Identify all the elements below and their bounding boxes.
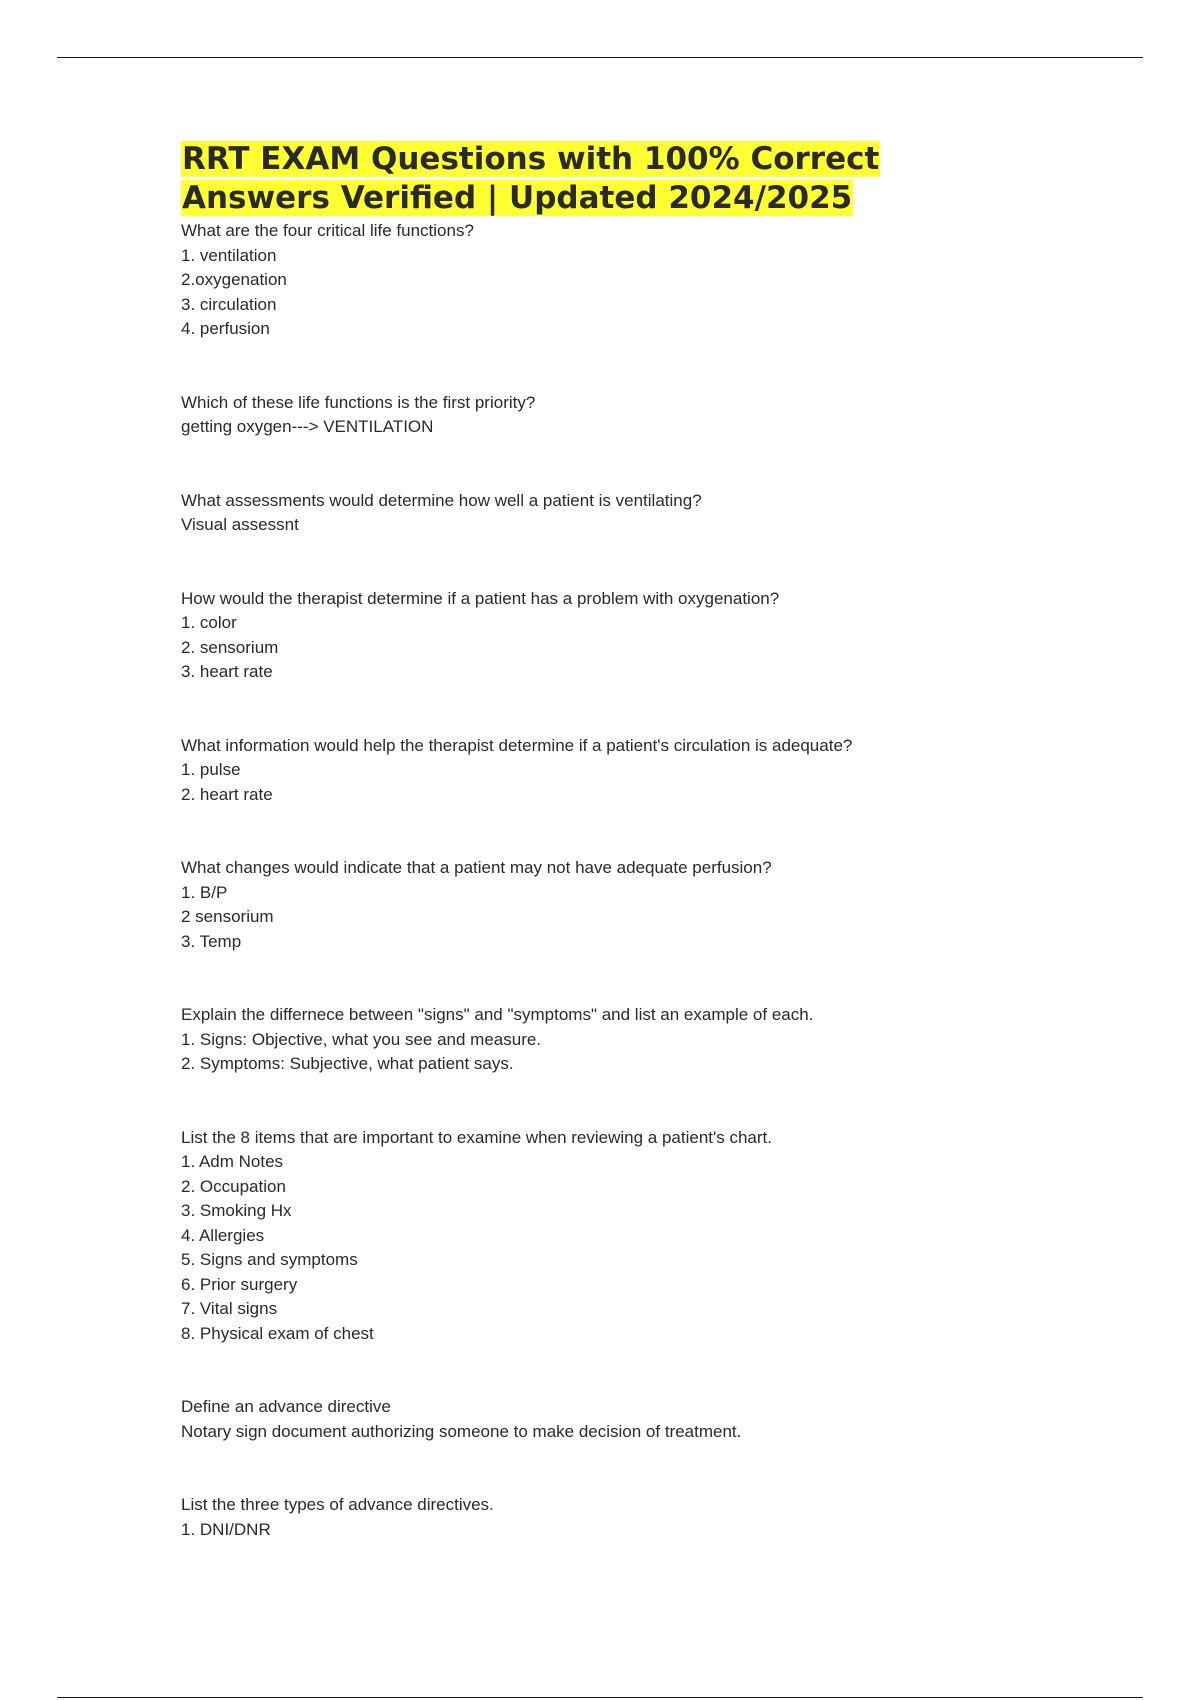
question-text: What changes would indicate that a patient may not have adequate perfusion?	[181, 858, 772, 877]
answer-line: 2. heart rate	[181, 784, 273, 804]
answer-line: Notary sign document authorizing someone to make decision of treatment.	[181, 1421, 742, 1441]
question-text: How would the therapist determine if a patient has a problem with oxygenation?	[181, 588, 780, 608]
question-text: List the 8 items that are important to examine when reviewing a patient's chart.	[181, 1127, 772, 1147]
qa-item	[181, 391, 981, 440]
answer-line: 4. perfusion	[181, 319, 270, 338]
question-text: Explain the differnece between "signs" and "symptoms" and list an example of each.	[181, 1005, 814, 1024]
answer-line: 2. Symptoms: Subjective, what patient says.	[181, 1054, 514, 1073]
qa-item	[181, 1395, 981, 1444]
answer-line: 1. color	[181, 613, 237, 632]
question-text: What are the four critical life functions?	[181, 221, 474, 240]
qa-item	[181, 1493, 981, 1542]
document-body	[181, 140, 981, 1542]
answer-line: 1. Adm Notes	[181, 1152, 284, 1171]
answer-line: 1. B/P	[181, 882, 228, 902]
answer-line: 5. Signs and symptoms	[181, 1250, 358, 1269]
answer-line: 4. Allergies	[181, 1225, 265, 1245]
qa-item	[181, 489, 981, 538]
answer-line: 1. Signs: Objective, what you see and measure.	[181, 1029, 542, 1049]
answer-line: 2. sensorium	[181, 637, 279, 657]
qa-item	[181, 219, 981, 342]
qa-item	[181, 856, 981, 954]
question-text: Define an advance directive	[181, 1397, 391, 1416]
qa-item	[181, 587, 981, 685]
qa-item	[181, 1003, 981, 1077]
answer-line: Visual assessnt	[181, 515, 299, 534]
title-highlight: RRT EXAM Questions with 100% Correct Answers Verified | Updated 2024/2025	[182, 141, 880, 216]
question-text: List the three types of advance directives.	[181, 1495, 494, 1514]
question-text: Which of these life functions is the first priority?	[181, 392, 536, 412]
question-text: What information would help the therapist determine if a patient's circulation is adequate?	[181, 735, 853, 755]
answer-line: 6. Prior surgery	[181, 1274, 298, 1294]
qa-item	[181, 1126, 981, 1347]
question-text: What assessments would determine how well a patient is ventilating?	[181, 490, 702, 510]
header-rule	[57, 57, 1143, 58]
answer-line: 7. Vital signs	[181, 1299, 278, 1318]
answer-line: 1. ventilation	[181, 245, 277, 265]
answer-line: 2. Occupation	[181, 1176, 286, 1196]
qa-item	[181, 734, 981, 808]
answer-line: 2.oxygenation	[181, 270, 287, 289]
answer-line: 3. heart rate	[181, 662, 273, 681]
answer-line: getting oxygen---> VENTILATION	[181, 417, 434, 436]
answer-line: 3. Smoking Hx	[181, 1201, 292, 1220]
answer-line: 1. DNI/DNR	[181, 1519, 271, 1539]
answer-line: 3. circulation	[181, 294, 277, 314]
document-title	[181, 140, 981, 218]
answer-line: 3. Temp	[181, 931, 242, 951]
answer-line: 2 sensorium	[181, 907, 274, 926]
answer-line: 8. Physical exam of chest	[181, 1323, 374, 1343]
footer-rule	[57, 1697, 1143, 1698]
answer-line: 1. pulse	[181, 760, 241, 779]
